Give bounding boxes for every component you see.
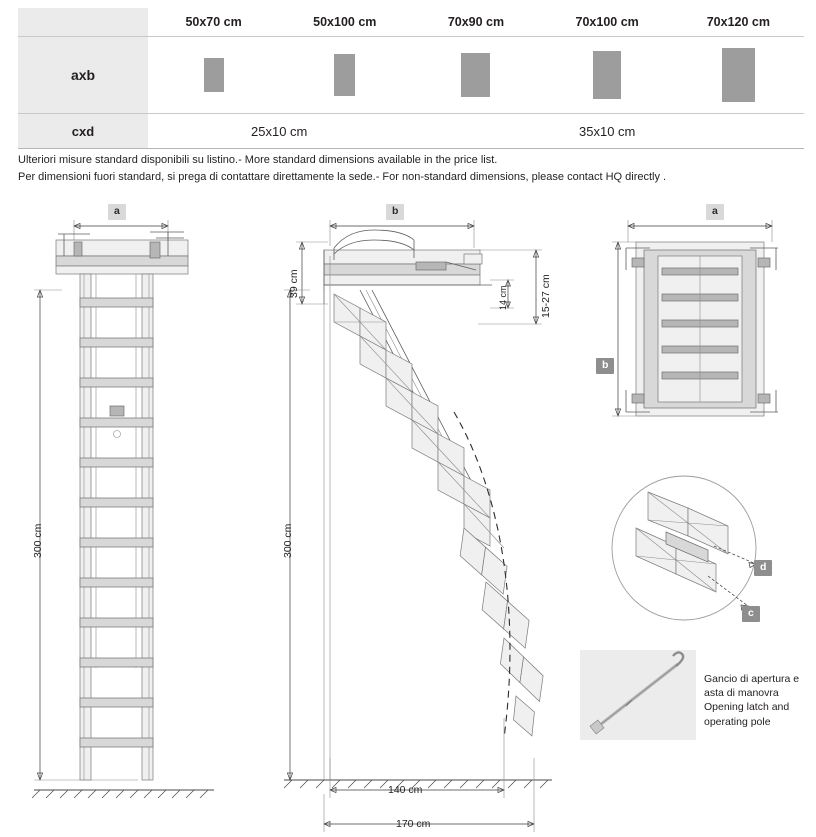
size-swatch-icon xyxy=(722,48,755,102)
notes-block xyxy=(18,152,798,186)
technical-drawings xyxy=(0,198,816,837)
side-view-projection-label: 140 cm xyxy=(388,784,423,796)
size-swatch-icon xyxy=(204,58,224,92)
column-header-0: 50x70 cm xyxy=(148,8,279,37)
front-view-svg xyxy=(18,198,268,818)
side-view-tag-b: b xyxy=(386,204,404,220)
row-label-axb: axb xyxy=(18,37,148,114)
accessory-panel xyxy=(580,650,816,770)
dimensions-table xyxy=(18,8,804,149)
side-view-box-depth-label: 39 cm xyxy=(288,269,300,298)
accessory-caption xyxy=(704,672,814,729)
accessory-caption-en-1: Opening latch and xyxy=(704,701,790,714)
swatch-cell-1 xyxy=(279,37,410,114)
side-view-step-label: 14 cm xyxy=(498,285,508,310)
swatch-cell-2 xyxy=(410,37,541,114)
size-swatch-icon xyxy=(334,54,355,96)
front-view-panel xyxy=(18,198,268,818)
table-row-cxd xyxy=(18,114,804,149)
top-view-svg xyxy=(596,198,806,458)
swatch-cell-3 xyxy=(542,37,673,114)
swatch-cell-0 xyxy=(148,37,279,114)
accessory-caption-it-2: asta di manovra xyxy=(704,687,779,700)
top-view-tag-a: a xyxy=(706,204,724,220)
detail-tag-c: c xyxy=(742,606,760,622)
side-view-height-label: 300 cm xyxy=(282,523,294,558)
detail-tag-d: d xyxy=(754,560,772,576)
swatch-cell-4 xyxy=(673,37,804,114)
column-header-3: 70x100 cm xyxy=(542,8,673,37)
side-view-range-label: 15-27 cm xyxy=(540,274,552,318)
accessory-caption-it-1: Gancio di apertura e xyxy=(704,673,800,685)
top-view-panel xyxy=(596,198,806,458)
top-view-tag-b: b xyxy=(596,358,614,374)
cxd-value-1: 35x10 cm xyxy=(410,114,804,149)
column-header-2: 70x90 cm xyxy=(410,8,541,37)
note-line-1: Ulteriori misure standard disponibili su listino.- More standard dimensions available in the price list. xyxy=(18,154,498,166)
column-header-1: 50x100 cm xyxy=(279,8,410,37)
front-view-tag-a: a xyxy=(108,204,126,220)
operating-pole-icon xyxy=(580,650,700,742)
size-swatch-icon xyxy=(461,53,490,97)
side-view-panel xyxy=(268,198,568,837)
size-swatch-icon xyxy=(593,51,621,99)
detail-view-panel xyxy=(596,470,796,640)
header-blank-cell xyxy=(18,8,148,37)
accessory-caption-en-2: operating pole xyxy=(704,715,771,728)
side-view-total-label: 170 cm xyxy=(396,818,431,830)
front-view-height-label: 300 cm xyxy=(32,523,44,558)
detail-view-svg xyxy=(596,470,796,640)
cxd-value-0: 25x10 cm xyxy=(148,114,410,149)
note-line-2: Per dimensioni fuori standard, si prega di contattare direttamente la sede.- For non-standard dimensions, please contact HQ directly . xyxy=(18,171,667,184)
column-header-4: 70x120 cm xyxy=(673,8,804,37)
row-label-cxd: cxd xyxy=(18,114,148,149)
side-view-svg xyxy=(268,198,568,837)
table-header-row xyxy=(18,8,804,37)
table-row-axb xyxy=(18,37,804,114)
